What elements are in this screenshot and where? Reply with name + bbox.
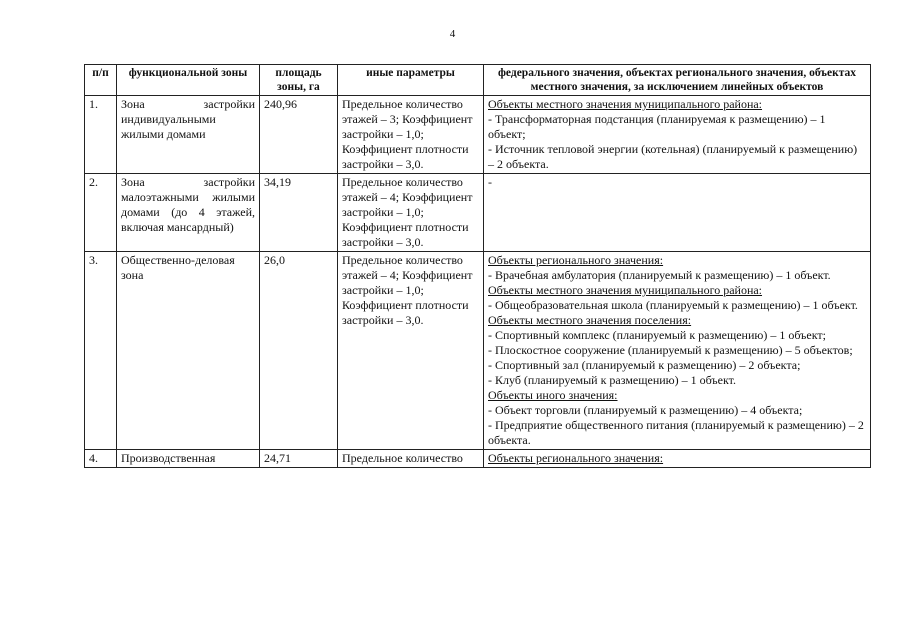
header-params: иные параметры <box>338 65 484 96</box>
row-area: 240,96 <box>260 96 338 174</box>
object-category: Объекты местного значения муниципального района: <box>488 97 763 111</box>
row-zone: Производственная <box>117 450 260 468</box>
row-zone: Зона застройки индивидуальными жилыми домами <box>117 96 260 174</box>
row-num: 1. <box>85 96 117 174</box>
row-num: 2. <box>85 174 117 252</box>
object-item: - Объект торговли (планируемый к размещению) – 4 объекта; <box>488 403 803 417</box>
header-objects: федерального значения, объектах регионального значения, объектах местного значения, за исключением линейных объектов <box>484 65 871 96</box>
row-params: Предельное количество <box>338 450 484 468</box>
table-header-row <box>85 65 871 96</box>
header-zone: функциональной зоны <box>117 65 260 96</box>
object-category: Объекты регионального значения: <box>488 253 664 267</box>
header-num: п/п <box>85 65 117 96</box>
object-item: - Общеобразовательная школа (планируемый к размещению) – 1 объект. <box>488 298 858 312</box>
table-row <box>85 450 871 468</box>
object-category: Объекты регионального значения: <box>488 451 664 465</box>
row-num: 3. <box>85 252 117 450</box>
object-item: - Спортивный комплекс (планируемый к размещению) – 1 объект; <box>488 328 826 342</box>
functional-zones-table <box>84 64 871 468</box>
table-row <box>85 174 871 252</box>
row-area: 24,71 <box>260 450 338 468</box>
row-params: Предельное количество этажей – 4; Коэффициент застройки – 1,0; Коэффициент плотности застройки – 3,0. <box>338 174 484 252</box>
header-area: площадь зоны, га <box>260 65 338 96</box>
row-zone: Зона застройки малоэтажными жилыми домами (до 4 этажей, включая мансардный) <box>117 174 260 252</box>
object-item: - Спортивный зал (планируемый к размещению) – 2 объекта; <box>488 358 801 372</box>
table-row <box>85 252 871 450</box>
row-num: 4. <box>85 450 117 468</box>
page-number: 4 <box>449 28 456 40</box>
table-row <box>85 96 871 174</box>
row-area: 34,19 <box>260 174 338 252</box>
row-objects <box>484 96 871 174</box>
row-area: 26,0 <box>260 252 338 450</box>
object-item: - Плоскостное сооружение (планируемый к размещению) – 5 объектов; <box>488 343 853 357</box>
row-params: Предельное количество этажей – 4; Коэффициент застройки – 1,0; Коэффициент плотности застройки – 3,0. <box>338 252 484 450</box>
object-item: - Врачебная амбулатория (планируемый к размещению) – 1 объект. <box>488 268 831 282</box>
object-category: Объекты иного значения: <box>488 388 618 402</box>
object-item: - Клуб (планируемый к размещению) – 1 объект. <box>488 373 736 387</box>
object-category: Объекты местного значения поселения: <box>488 313 692 327</box>
object-category: Объекты местного значения муниципального района: <box>488 283 763 297</box>
row-zone: Общественно-деловая зона <box>117 252 260 450</box>
object-item: - <box>488 175 492 189</box>
object-item: - Трансформаторная подстанция (планируемая к размещению) – 1 объект; <box>488 112 826 141</box>
object-item: - Источник тепловой энергии (котельная) (планируемый к размещению) – 2 объекта. <box>488 142 858 171</box>
object-item: - Предприятие общественного питания (планируемый к размещению) – 2 объекта. <box>488 418 864 447</box>
row-objects <box>484 252 871 450</box>
row-objects <box>484 450 871 468</box>
row-objects <box>484 174 871 252</box>
row-params: Предельное количество этажей – 3; Коэффициент застройки – 1,0; Коэффициент плотности застройки – 3,0. <box>338 96 484 174</box>
